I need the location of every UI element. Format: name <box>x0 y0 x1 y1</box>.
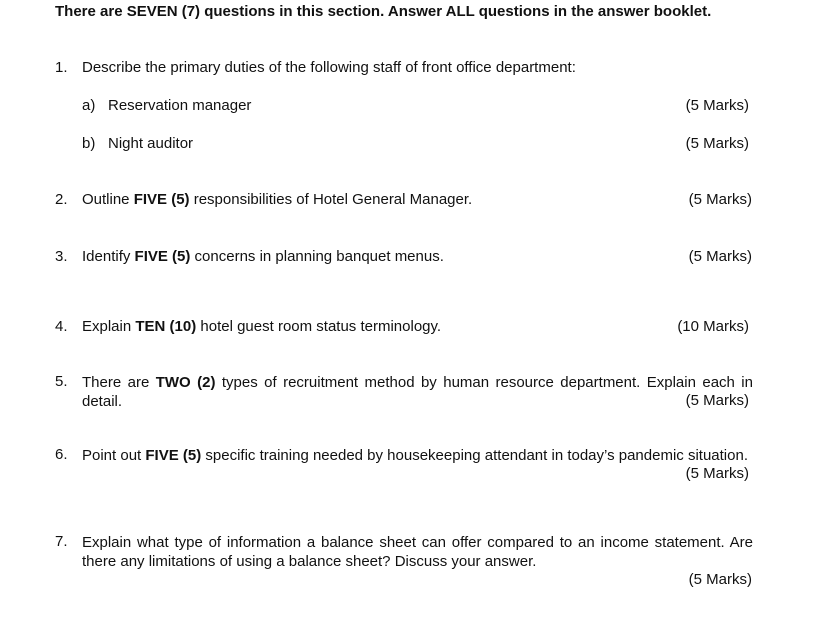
question-text: Point out FIVE (5) specific training needed by housekeeping attendant in today’s pandemic situation. <box>82 447 748 464</box>
question-number: 7. <box>55 533 68 550</box>
marks-label: (5 Marks) <box>685 97 749 114</box>
sub-question-text: Night auditor <box>108 135 194 152</box>
sub-question-label: b) <box>82 135 96 152</box>
question-text: Outline FIVE (5) responsibilities of Hotel General Manager. <box>82 191 473 208</box>
marks-label: (5 Marks) <box>688 191 752 208</box>
question-number: 4. <box>55 318 68 335</box>
question-number: 2. <box>55 191 68 208</box>
marks-label: (5 Marks) <box>685 392 749 409</box>
marks-label: (5 Marks) <box>685 135 749 152</box>
sub-question-label: a) <box>82 97 96 114</box>
question-number: 3. <box>55 248 68 265</box>
section-instructions: There are SEVEN (7) questions in this section. Answer ALL questions in the answer booklet. <box>55 3 712 20</box>
question-text: Identify FIVE (5) concerns in planning banquet menus. <box>82 248 444 265</box>
question-text: Explain what type of information a balance sheet can offer compared to an income statement. Are there any limitations of using a balance sheet? Discuss your answer. <box>82 534 753 570</box>
sub-question-text: Reservation manager <box>108 97 252 114</box>
question-number: 1. <box>55 59 68 76</box>
marks-label: (5 Marks) <box>685 465 749 482</box>
marks-label: (5 Marks) <box>688 248 752 265</box>
marks-label: (5 Marks) <box>688 571 752 588</box>
question-number: 5. <box>55 373 68 390</box>
question-text: Explain TEN (10) hotel guest room status terminology. <box>82 318 442 335</box>
question-text: Describe the primary duties of the following staff of front office department: <box>82 59 576 76</box>
marks-label: (10 Marks) <box>677 318 749 335</box>
question-text: There are TWO (2) types of recruitment method by human resource department. Explain each in detail. <box>82 374 753 410</box>
question-number: 6. <box>55 446 68 463</box>
